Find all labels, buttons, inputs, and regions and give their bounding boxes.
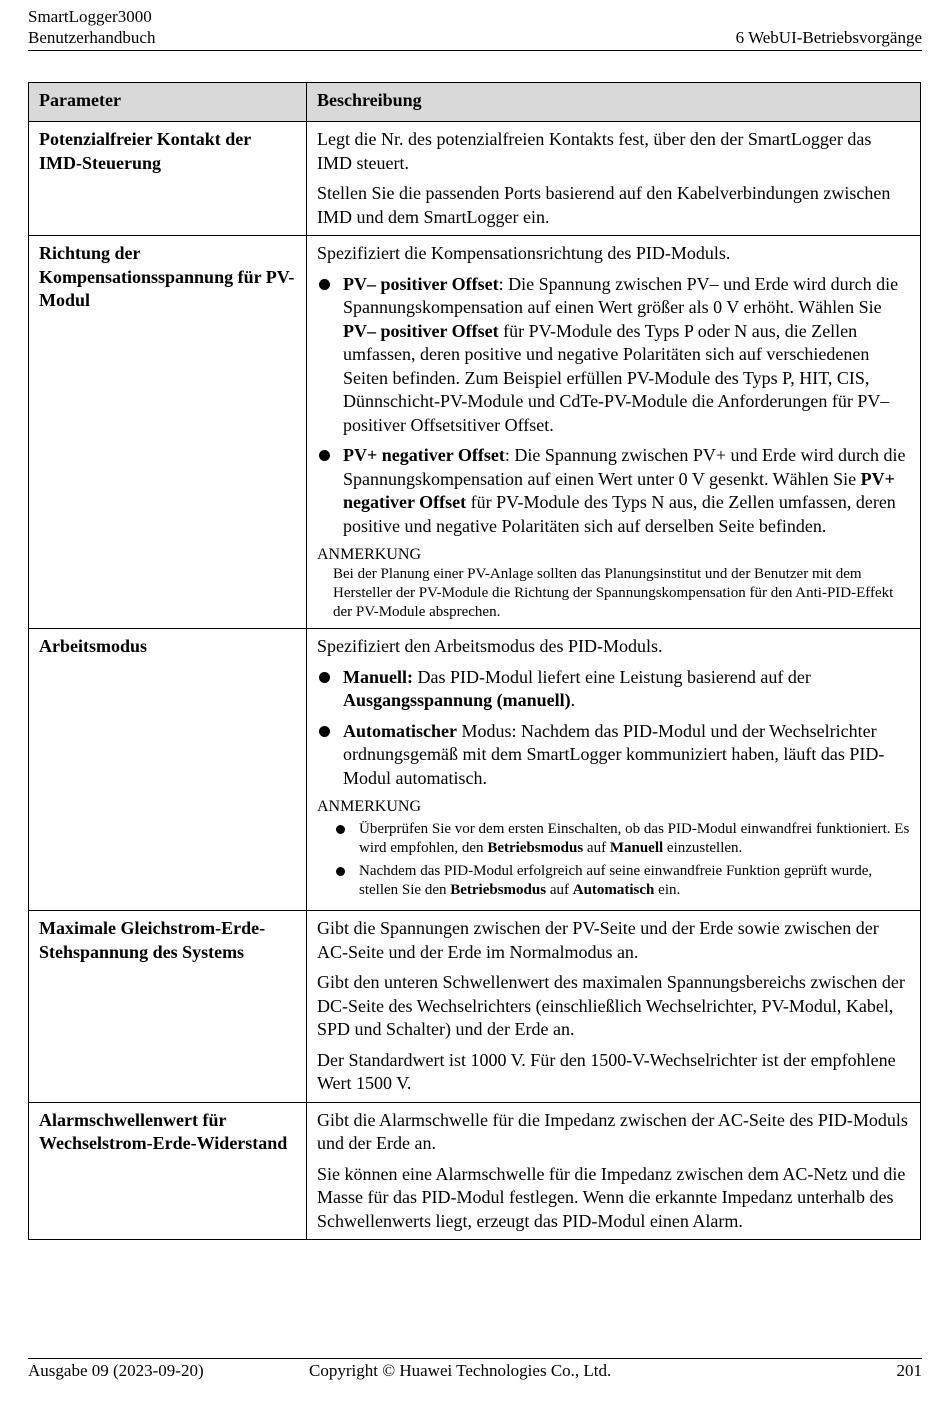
chapter-title: 6 WebUI-Betriebsvorgänge <box>735 28 922 47</box>
table-header-row <box>29 83 921 122</box>
desc-paragraph: Gibt den unteren Schwellenwert des maximalen Spannungsbereichs zwischen der DC-Seite des Wechselrichters (einschließlich Wechselrichter, PV-Modul, Kabel, SPD und Schalter) und der Erde an. <box>317 972 905 1039</box>
desc-paragraph: Sie können eine Alarmschwelle für die Impedanz zwischen dem AC-Netz und die Masse für das PID-Modul festlegen. Wenn die erkannte Impedanz unterhalb des Schwellenwerts liegt, erzeugt das PID-Modul einen Alarm. <box>317 1163 906 1231</box>
table-row <box>29 911 921 1103</box>
note-bold: Betriebsmodus <box>487 840 584 856</box>
bullet-bold: PV+ negativer Offset <box>343 468 895 512</box>
desc-cell <box>307 1102 921 1240</box>
note-bullet <box>317 862 910 900</box>
note-bold: Manuell <box>609 840 664 856</box>
bullet-label: Manuell: <box>343 666 413 687</box>
desc-cell <box>307 911 921 1103</box>
page-header <box>28 6 922 51</box>
note-text: Bei der Planung einer PV-Anlage sollten das Planungsinstitut und der Benutzer mit dem Hersteller der PV-Module die Richtung der Spannungskompensation für den Anti-PID-Effekt der PV-Module absprechen. <box>333 566 894 620</box>
note-heading: ANMERKUNG <box>317 798 421 815</box>
table-row <box>29 629 921 911</box>
note-block <box>317 797 910 900</box>
bullet-text: Modus: Nachdem das PID-Modul und der Wechselrichter ordnungsgemäß mit dem SmartLogger kommuniziert haben, läuft das PID-Modul automatisch. <box>343 720 885 788</box>
col-header-parameter: Parameter <box>29 83 307 122</box>
bullet-item <box>317 720 910 791</box>
param-cell: Maximale Gleichstrom-Erde-Stehspannung des Systems <box>29 911 307 1103</box>
bullet-text: für PV-Module des Typs N aus, die Zellen umfassen, deren positive und negative Polaritäten sich auf derselben Seite befinden. <box>343 492 896 536</box>
bullet-item <box>317 273 910 438</box>
desc-paragraph: Der Standardwert ist 1000 V. Für den 1500-V-Wechselrichter ist der empfohlene Wert 1500 V. <box>317 1049 896 1093</box>
parameter-table <box>28 82 921 1240</box>
bullet-text: Das PID-Modul liefert eine Leistung basierend auf der <box>413 666 811 687</box>
bullet-item <box>317 444 910 538</box>
bullet-bold: Ausgangsspannung (manuell) <box>343 690 571 710</box>
bullet-text: : Die Spannung zwischen PV– und Erde wird durch die Spannungskompensation auf einen Wert größer als 0 V erhöht. Wählen Sie <box>343 273 899 317</box>
bullet-dot-icon <box>319 450 330 461</box>
desc-paragraph: Gibt die Alarmschwelle für die Impedanz zwischen der AC-Seite des PID-Moduls und der Erde an. <box>317 1109 908 1153</box>
copyright-text: Copyright © Huawei Technologies Co., Ltd. <box>309 1361 612 1380</box>
col-header-description: Beschreibung <box>307 83 921 122</box>
doc-title: SmartLogger3000 <box>28 7 152 26</box>
note-text: Nachdem das PID-Modul erfolgreich auf seine einwandfreie Funktion geprüft wurde, stellen Sie den <box>359 863 873 898</box>
table-row <box>29 236 921 629</box>
bullet-dot-icon <box>319 672 330 683</box>
bullet-text: : Die Spannung zwischen PV+ und Erde wird durch die Spannungskompensation auf einen Wert unter 0 V gesenkt. Wählen Sie <box>343 445 906 489</box>
page-number: 201 <box>896 1361 922 1380</box>
note-text: einzustellen. <box>663 840 743 856</box>
edition-text: Ausgabe 09 (2023-09-20) <box>28 1361 204 1380</box>
param-cell: Alarmschwellenwert für Wechselstrom-Erde-Widerstand <box>29 1102 307 1240</box>
bullet-dot-icon <box>336 867 345 876</box>
bullet-item <box>317 666 910 713</box>
desc-paragraph: Spezifiziert den Arbeitsmodus des PID-Moduls. <box>317 636 663 656</box>
bullet-text: für PV-Module des Typs P oder N aus, die Zellen umfassen, deren positive und negative Polaritäten sich auf verschiedenen Seiten befinden. Zum Beispiel erfüllen PV-Module des Typs P, HIT, CIS, Dünnschicht-PV-Module und CdTe-PV-Module die Anforderungen für PV– positiver Offsetsitiver Offset. <box>343 320 890 435</box>
table-row <box>29 122 921 236</box>
desc-paragraph: Stellen Sie die passenden Ports basierend auf den Kabelverbindungen zwischen IMD und dem SmartLogger ein. <box>317 183 891 227</box>
note-bold: Betriebsmodus <box>450 882 547 898</box>
doc-subtitle: Benutzerhandbuch <box>28 28 156 47</box>
param-cell: Potenzialfreier Kontakt der IMD-Steuerung <box>29 122 307 236</box>
desc-paragraph: Legt die Nr. des potenzialfreien Kontakts fest, über den der SmartLogger das IMD steuert. <box>317 129 872 173</box>
bullet-dot-icon <box>319 726 330 737</box>
param-cell: Arbeitsmodus <box>29 629 307 911</box>
header-left <box>28 6 155 48</box>
param-cell: Richtung der Kompensationsspannung für PV-Modul <box>29 236 307 629</box>
desc-paragraph: Gibt die Spannungen zwischen der PV-Seite und der Erde sowie zwischen der AC-Seite und der Erde im Normalmodus an. <box>317 918 879 962</box>
bullet-text: . <box>570 690 576 710</box>
note-block <box>317 545 910 622</box>
bullet-label: PV– positiver Offset <box>343 273 499 294</box>
desc-paragraph: Spezifiziert die Kompensationsrichtung des PID-Moduls. <box>317 243 731 263</box>
desc-cell <box>307 236 921 629</box>
note-text: auf <box>583 840 610 856</box>
bullet-label: PV+ negativer Offset <box>343 445 505 465</box>
note-bold: Automatisch <box>572 882 655 898</box>
bullet-label: Automatischer <box>343 720 457 741</box>
bullet-dot-icon <box>319 279 330 290</box>
desc-cell <box>307 629 921 911</box>
table-row <box>29 1102 921 1240</box>
page-footer <box>28 1358 922 1381</box>
note-bullet <box>317 820 910 858</box>
note-text: Überprüfen Sie vor dem ersten Einschalten, ob das PID-Modul einwandfrei funktioniert. Es wird empfohlen, den <box>359 821 910 856</box>
bullet-bold: PV– positiver Offset <box>343 320 499 341</box>
desc-cell <box>307 122 921 236</box>
note-text: auf <box>546 882 573 898</box>
note-text: ein. <box>654 882 681 898</box>
note-heading: ANMERKUNG <box>317 546 421 563</box>
bullet-dot-icon <box>336 825 345 834</box>
